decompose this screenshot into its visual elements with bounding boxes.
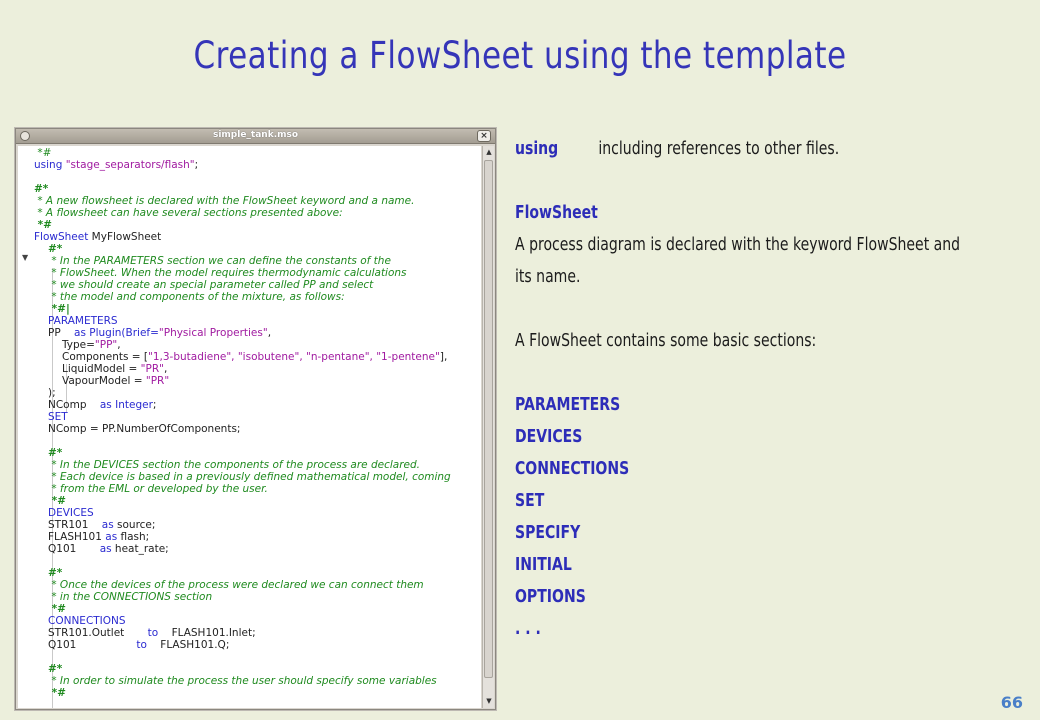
code-line: * FlowSheet. When the model requires thermodynamic calculations bbox=[48, 267, 407, 279]
code-line: * In order to simulate the process the user should specify some variables bbox=[48, 675, 437, 687]
code-line: #* bbox=[48, 663, 63, 675]
code-line: * Each device is based in a previously defined mathematical model, coming bbox=[48, 471, 451, 483]
code-line: *# bbox=[48, 495, 66, 507]
code-line: * In the PARAMETERS section we can define the constants of the bbox=[48, 255, 391, 267]
code-line: *# bbox=[48, 603, 66, 615]
code-line: Components = ["1,3-butadiene", "isobutene", "n-pentane", "1-pentene"], bbox=[62, 351, 448, 363]
section-item-parameters: PARAMETERS bbox=[515, 394, 621, 415]
section-item-connections: CONNECTIONS bbox=[515, 458, 630, 479]
code-line: *# bbox=[34, 219, 52, 231]
code-line: NComp as Integer; bbox=[48, 399, 157, 411]
code-line: STR101 as source; bbox=[48, 519, 156, 531]
using-keyword: using bbox=[515, 138, 559, 159]
fold-arrow-icon[interactable]: ▼ bbox=[22, 253, 29, 262]
code-line: ); bbox=[48, 387, 56, 399]
vertical-scrollbar[interactable] bbox=[482, 146, 494, 708]
code-line: Q101 as heat_rate; bbox=[48, 543, 169, 555]
code-line: FlowSheet MyFlowSheet bbox=[34, 231, 162, 243]
flowsheet-keyword: FlowSheet bbox=[515, 202, 598, 223]
code-line: using "stage_separators/flash"; bbox=[34, 159, 199, 171]
code-line: *# bbox=[48, 687, 66, 699]
slide-title: Creating a FlowSheet using the template bbox=[193, 34, 847, 77]
code-line: #* bbox=[48, 243, 63, 255]
code-line: STR101.Outlet to FLASH101.Inlet; bbox=[48, 627, 256, 639]
flowsheet-description-cont: its name. bbox=[515, 266, 581, 287]
code-line: * we should create an special parameter called PP and select bbox=[48, 279, 374, 291]
window-title: simple_tank.mso bbox=[212, 130, 299, 140]
code-line: VapourModel = "PR" bbox=[62, 375, 170, 387]
code-line: #* bbox=[48, 447, 63, 459]
code-line: FLASH101 as flash; bbox=[48, 531, 150, 543]
code-line: Type="PP", bbox=[62, 339, 121, 351]
code-line: LiquidModel = "PR", bbox=[62, 363, 168, 375]
code-line: Q101 to FLASH101.Q; bbox=[48, 639, 230, 651]
flowsheet-description: A process diagram is declared with the keyword FlowSheet and bbox=[515, 234, 961, 255]
code-line: * A flowsheet can have several sections presented above: bbox=[34, 207, 343, 219]
code-line: * In the DEVICES section the components of the process are declared. bbox=[48, 459, 421, 471]
using-description: including references to other files. bbox=[598, 138, 840, 159]
code-line: *# bbox=[34, 147, 52, 159]
editor-window bbox=[15, 128, 496, 710]
code-line: PARAMETERS bbox=[48, 315, 118, 327]
using-note bbox=[515, 138, 839, 159]
code-line: * the model and components of the mixture, as follows: bbox=[48, 291, 345, 303]
code-line: PP as Plugin(Brief="Physical Properties", bbox=[48, 327, 272, 339]
code-editor[interactable] bbox=[18, 146, 481, 708]
code-line: #* bbox=[48, 567, 63, 579]
scrollbar-thumb[interactable] bbox=[484, 160, 493, 678]
code-line: DEVICES bbox=[48, 507, 94, 519]
code-line: * in the CONNECTIONS section bbox=[48, 591, 213, 603]
code-line: * A new flowsheet is declared with the FlowSheet keyword and a name. bbox=[34, 195, 415, 207]
code-line: *#| bbox=[48, 303, 70, 315]
sections-intro: A FlowSheet contains some basic sections: bbox=[515, 330, 817, 351]
close-button[interactable]: × bbox=[477, 130, 491, 142]
section-item-ellipsis: . . . bbox=[515, 618, 541, 639]
section-item-devices: DEVICES bbox=[515, 426, 583, 447]
scroll-up-arrow-icon[interactable]: ▲ bbox=[486, 148, 492, 156]
code-line: SET bbox=[48, 411, 68, 423]
code-line: CONNECTIONS bbox=[48, 615, 126, 627]
code-line: * Once the devices of the process were declared we can connect them bbox=[48, 579, 424, 591]
window-titlebar[interactable] bbox=[16, 129, 495, 144]
section-item-set: SET bbox=[515, 490, 545, 511]
section-item-specify: SPECIFY bbox=[515, 522, 581, 543]
page-number: 66 bbox=[1000, 693, 1023, 712]
section-item-initial: INITIAL bbox=[515, 554, 572, 575]
code-line: NComp = PP.NumberOfComponents; bbox=[48, 423, 241, 435]
code-line: #* bbox=[34, 183, 49, 195]
code-line: * from the EML or developed by the user. bbox=[48, 483, 268, 495]
section-item-options: OPTIONS bbox=[515, 586, 586, 607]
scroll-down-arrow-icon[interactable]: ▼ bbox=[486, 697, 492, 705]
